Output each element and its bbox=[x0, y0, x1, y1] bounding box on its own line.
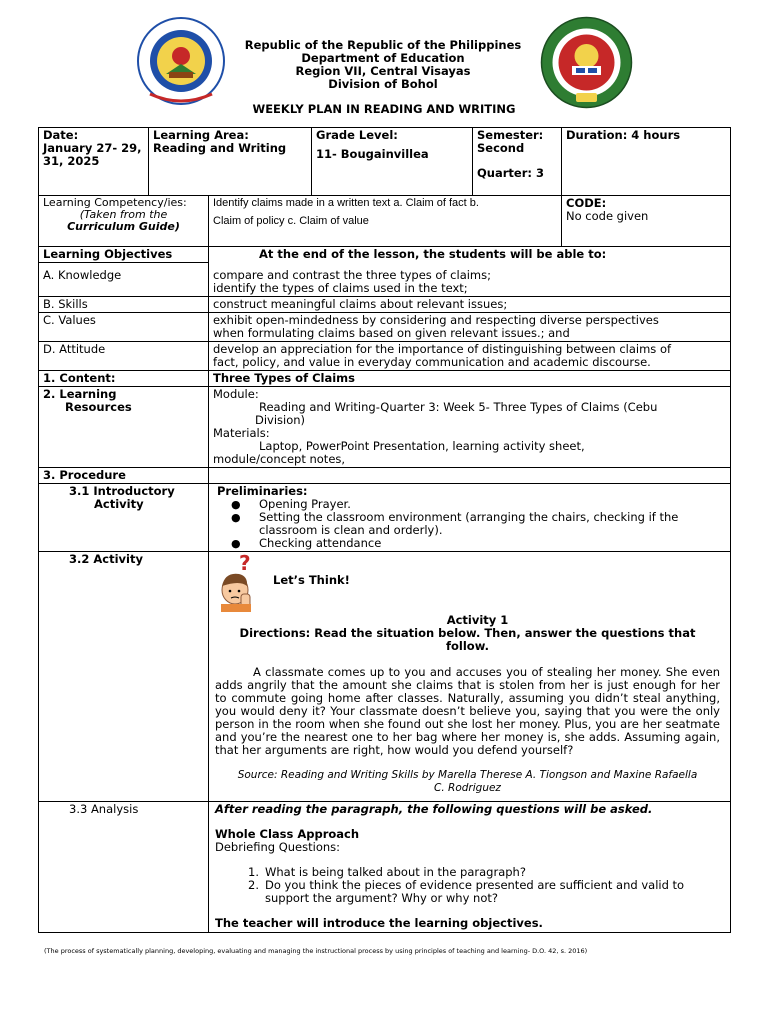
resources-row bbox=[39, 386, 731, 467]
weekly-plan-table bbox=[38, 127, 731, 933]
header-line-3: Region VII, Central Visayas bbox=[295, 64, 471, 78]
semester-cell: Semester: Second Quarter: 3 bbox=[473, 128, 562, 196]
header-line-2: Department of Education bbox=[301, 51, 465, 65]
grade-level-cell: Grade Level: 11- Bougainvillea bbox=[312, 128, 473, 196]
attitude-row bbox=[39, 341, 731, 370]
procedure-label: 3. Procedure bbox=[39, 467, 209, 483]
info-row bbox=[39, 128, 731, 196]
school-seal-icon bbox=[540, 16, 633, 109]
content-row bbox=[39, 370, 731, 386]
svg-text:?: ? bbox=[239, 553, 251, 575]
values-row bbox=[39, 312, 731, 341]
content-value: Three Types of Claims bbox=[209, 370, 731, 386]
source-citation: Source: Reading and Writing Skills by Marella Therese A. Tiongson and Maxine Rafaella C. Rodriguez bbox=[237, 768, 698, 794]
knowledge-label: A. Knowledge bbox=[39, 263, 209, 297]
date-cell: Date: January 27- 29, 31, 2025 bbox=[39, 128, 149, 196]
attitude-text: develop an appreciation for the importance of distinguishing between claims of fact, policy, and value in everyday communication and academic discourse. bbox=[209, 341, 731, 370]
values-text: exhibit open-mindedness by considering and respecting diverse perspectives when formulating claims based on given relevant issues.; and bbox=[209, 312, 731, 341]
objectives-header: At the end of the lesson, the students will be able to: bbox=[209, 247, 731, 263]
procedure-spacer bbox=[209, 467, 731, 483]
attitude-label: D. Attitude bbox=[39, 341, 209, 370]
objectives-label: Learning Objectives bbox=[39, 247, 209, 263]
activity-row bbox=[39, 551, 731, 801]
resources-text: Module: Reading and Writing-Quarter 3: Week 5- Three Types of Claims (Cebu Division) Materials: Laptop, PowerPoint Presentation, learning activity sheet, module/concept notes, bbox=[209, 386, 731, 467]
footer-note: (The process of systematically planning, developing, evaluating and managing the instructional process by using principles of teaching and learning- D.O. 42, s. 2016) bbox=[44, 947, 588, 955]
document-header bbox=[0, 16, 768, 108]
skills-text: construct meaningful claims about relevant issues; bbox=[209, 296, 731, 312]
bullet-item: ● Opening Prayer. bbox=[231, 496, 351, 511]
header-line-4: Division of Bohol bbox=[328, 77, 438, 91]
code-cell: CODE: No code given bbox=[562, 196, 731, 247]
thinking-boy-icon bbox=[215, 554, 259, 612]
activity-directions: Directions: Read the situation below. Then, answer the questions that follow. bbox=[239, 625, 696, 653]
duration-cell: Duration: 4 hours bbox=[562, 128, 731, 196]
objectives-header-row bbox=[39, 247, 731, 263]
situation-paragraph: A classmate comes up to you and accuses you of stealing her money. She even adds angrily that the amount she claims that is stolen from her is just enough for her to commute going home after classes. Naturally, assuming you didn’t steal anything, you would deny it? Your classmate doesn’t believe you, saying that you were the only person in the room when she found out she lost her money. Plus, you are her seatmate and you’re the nearest one to her bag where her money is, she adds. Assuming again, that her arguments are right, how would you defend yourself? bbox=[215, 664, 720, 757]
introductory-text: Preliminaries: ● Opening Prayer. ● Setting the classroom environment (arranging the chairs, checking if the classroom is clean and orderly). ● Checking attendance bbox=[209, 483, 731, 551]
procedure-header-row bbox=[39, 467, 731, 483]
question-item: 2. Do you think the pieces of evidence presented are sufficient and valid to support the argument? Why or why not? bbox=[248, 877, 685, 905]
analysis-content: After reading the paragraph, the following questions will be asked. Whole Class Approach Debriefing Questions: 1. What is being talked about in the paragraph? 2. Do you think the pieces of evidence presented are sufficient and valid to support the argument? Why or why not? The teacher will introduce the learning objectives. bbox=[209, 801, 731, 932]
skills-label: B. Skills bbox=[39, 296, 209, 312]
activity-title: Activity 1 bbox=[446, 612, 509, 627]
bullet-item: ● Setting the classroom environment (arranging the chairs, checking if the classroom is clean and orderly). bbox=[231, 509, 679, 537]
values-label: C. Values bbox=[39, 312, 209, 341]
competency-label-cell: Learning Competency/ies: (Taken from the Curriculum Guide) bbox=[39, 196, 209, 247]
bullet-item: ● Checking attendance bbox=[231, 535, 382, 550]
header-line-1: Republic of the Republic of the Philippines bbox=[244, 38, 522, 52]
knowledge-text: compare and contrast the three types of claims; identify the types of claims used in the text; bbox=[209, 263, 731, 297]
content-label: 1. Content: bbox=[39, 370, 209, 386]
learning-area-cell: Learning Area: Reading and Writing bbox=[149, 128, 312, 196]
question-item: 1. What is being talked about in the paragraph? bbox=[248, 864, 526, 879]
knowledge-row bbox=[39, 263, 731, 297]
lets-think-heading: Let’s Think! bbox=[273, 572, 350, 587]
header-text bbox=[228, 39, 538, 91]
introductory-label: 3.1 Introductory Activity bbox=[39, 483, 209, 551]
analysis-label: 3.3 Analysis bbox=[39, 801, 209, 932]
activity-label: 3.2 Activity bbox=[39, 551, 209, 801]
activity-content bbox=[209, 551, 731, 801]
skills-row bbox=[39, 296, 731, 312]
deped-seal-icon bbox=[136, 16, 226, 106]
analysis-row bbox=[39, 801, 731, 932]
competency-row bbox=[39, 196, 731, 247]
document-title: WEEKLY PLAN IN READING AND WRITING bbox=[252, 102, 516, 116]
introductory-row bbox=[39, 483, 731, 551]
resources-label: 2. Learning Resources bbox=[39, 386, 209, 467]
competency-text-cell: Identify claims made in a written text a. Claim of fact b. Claim of policy c. Claim of value bbox=[209, 196, 562, 247]
